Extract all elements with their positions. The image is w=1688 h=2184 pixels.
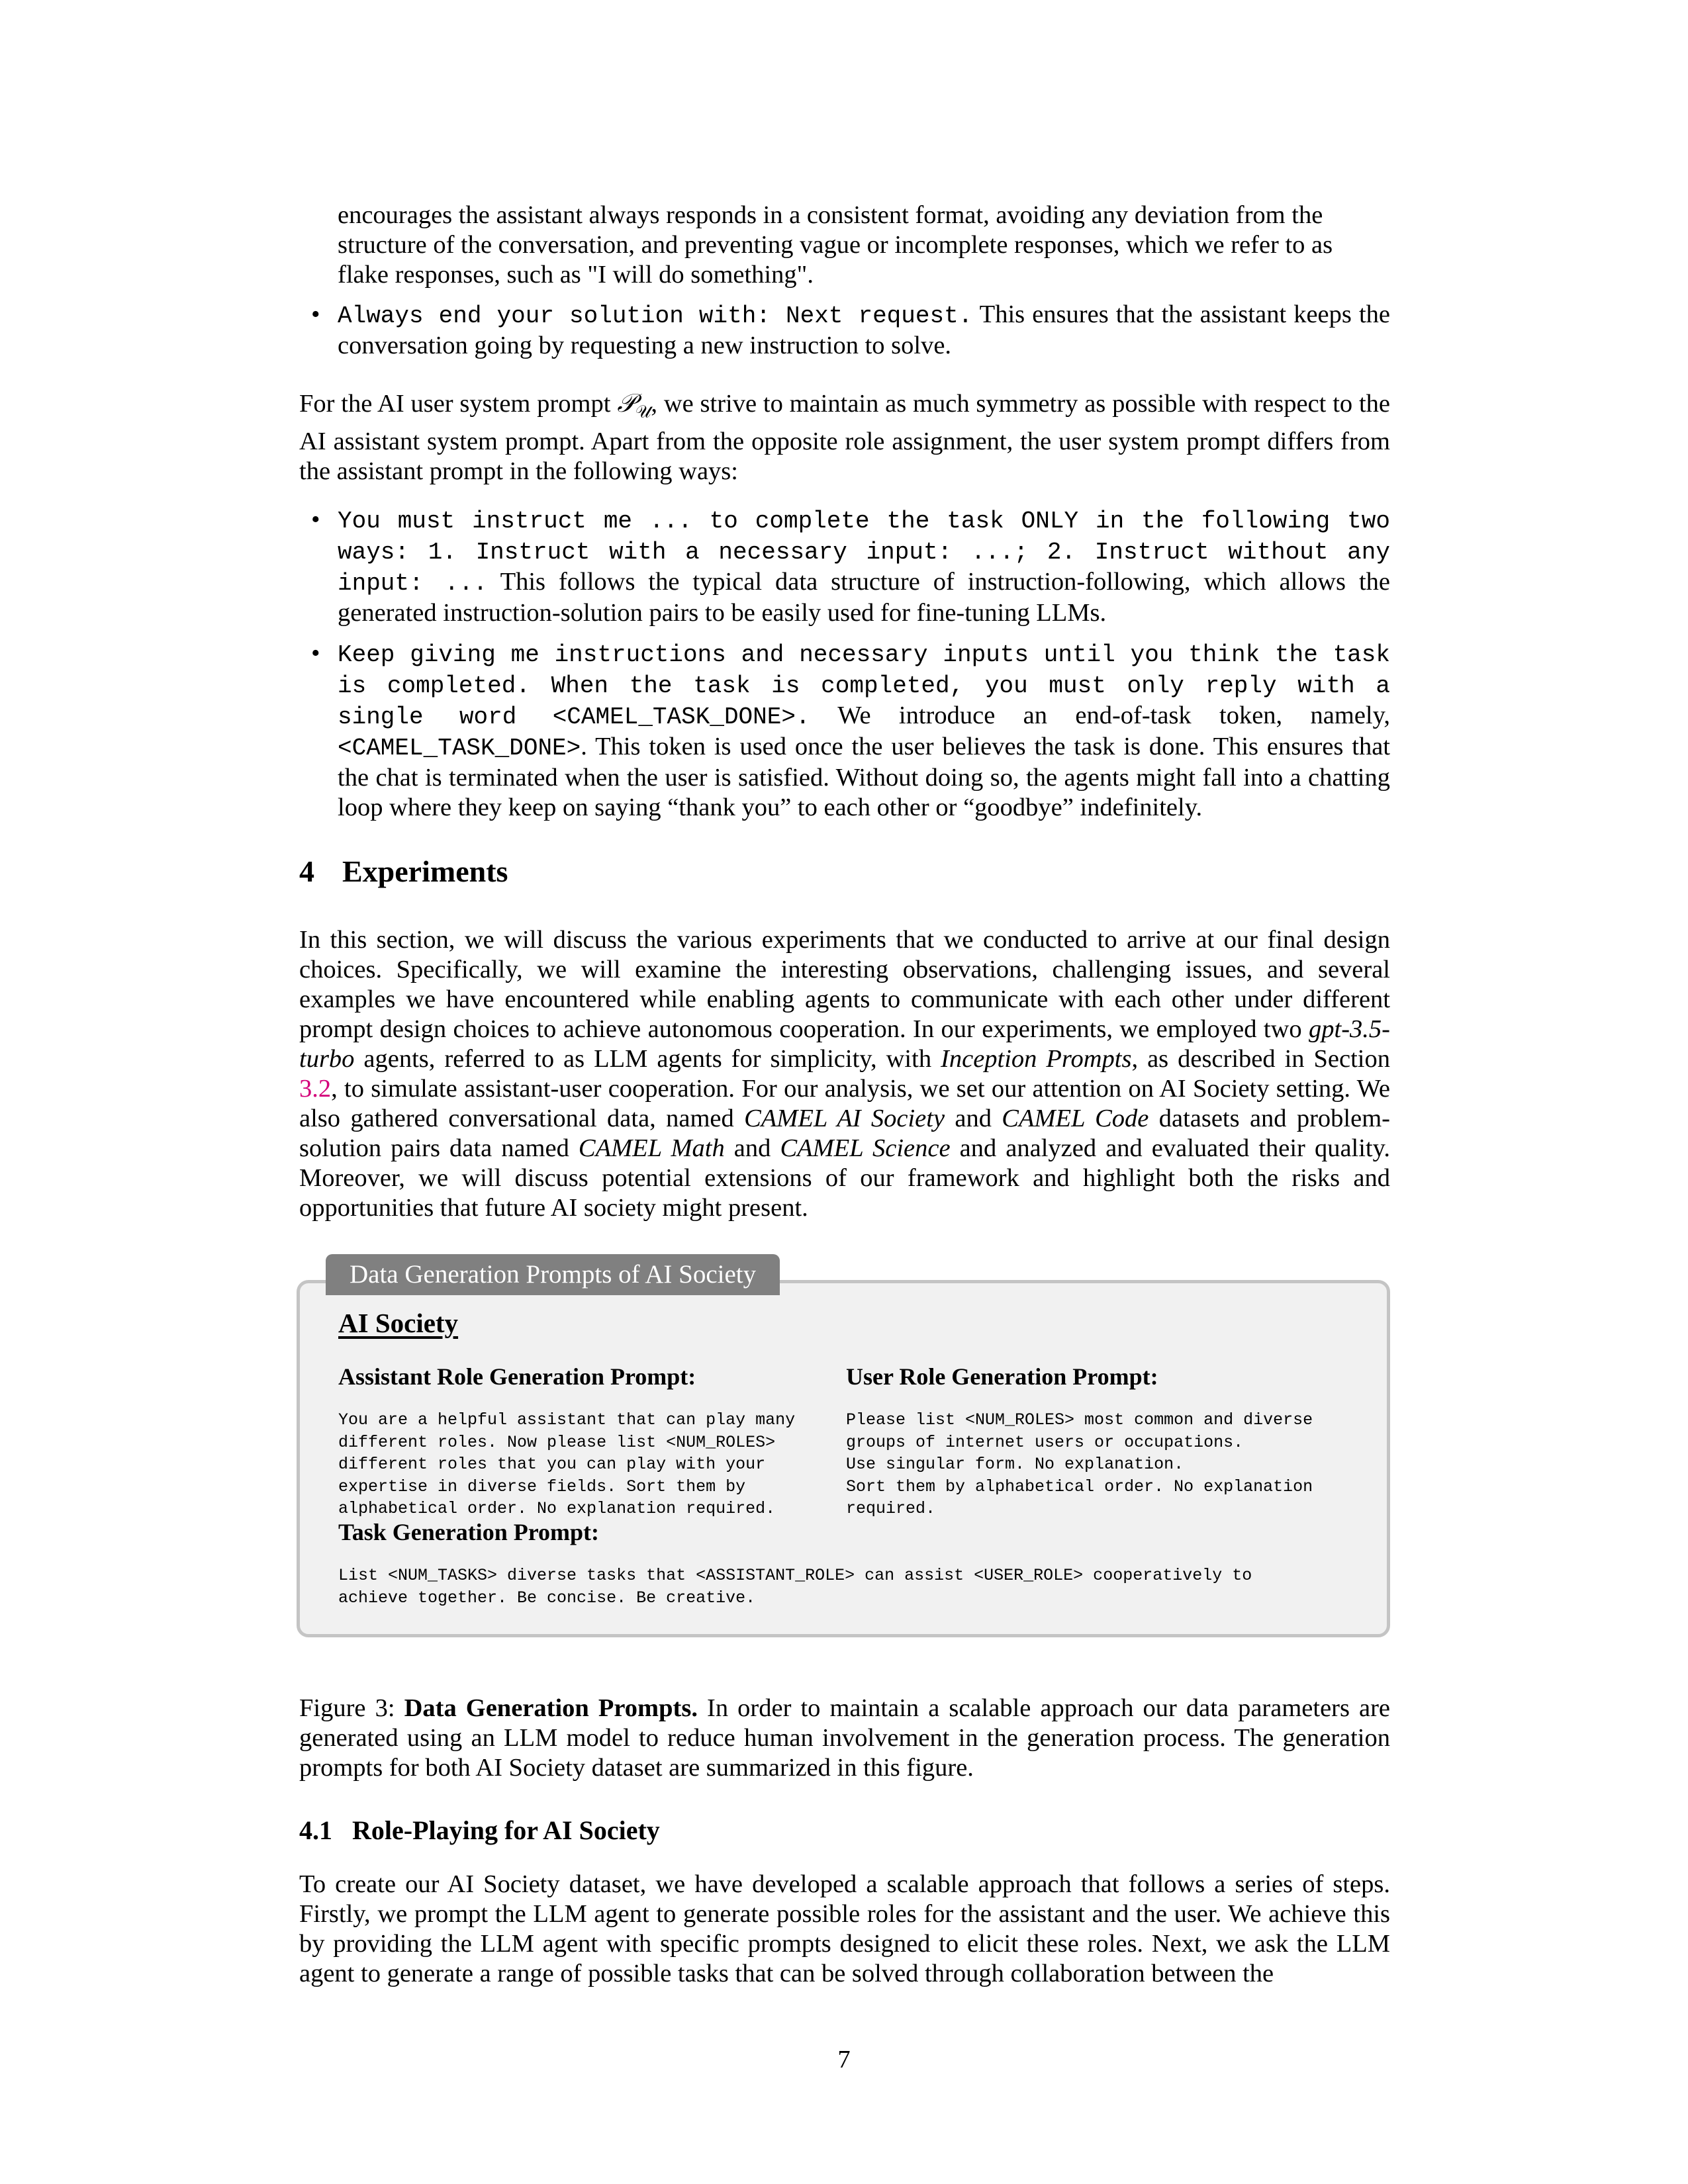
figure-box-tab-title: Data Generation Prompts of AI Society: [326, 1254, 780, 1295]
code-line: different roles that you can play with your: [338, 1455, 766, 1474]
bullet-instruct-text: This follows the typical data structure of instruction-following, which allows the generated instruction-solution pairs to be easily used for fine-tuning LLMs.: [338, 568, 1390, 627]
box-subtitle: AI Society: [338, 1308, 459, 1338]
code-line: expertise in diverse fields. Sort them by: [338, 1477, 746, 1496]
continued-bullet-text: [338, 201, 1390, 290]
code-line: Sort them by alphabetical order. No explanation: [846, 1477, 1313, 1496]
para-experiments: [299, 925, 1390, 1223]
para-text-post: , we strive to maintain as much symmetry as possible with respect to the AI assistant system prompt. Apart from the opposite role assignment, the user system prompt differs from the assistant prompt in the following ways:: [299, 390, 1390, 485]
para-experiments-text: [299, 925, 1390, 1223]
dataset-name: CAMEL Math: [578, 1134, 725, 1162]
bullet-next-request: [299, 300, 1390, 361]
section-ref-link[interactable]: 3.2: [299, 1075, 332, 1103]
text-run: , as described in Section: [1131, 1045, 1390, 1073]
code-line: List <NUM_TASKS> diverse tasks that <ASSISTANT_ROLE> can assist <USER_ROLE> cooperatively to: [338, 1566, 1252, 1585]
inception-prompts-term: Inception Prompts: [941, 1045, 1132, 1073]
text-run: In this section, we will discuss the various experiments that we conducted to arrive at our final design choices. Specifically, we will examine the interesting observations, challenging issues, and several examples we have encountered while enabling agents to communicate with each other under different prompt design choices to achieve autonomous cooperation. In our experiments, we employed two: [299, 926, 1390, 1043]
bullet-list-assistant-end: [299, 300, 1390, 361]
task-generation-heading: Task Generation Prompt:: [338, 1519, 600, 1545]
caption-body: In order to maintain a scalable approach our data parameters are generated using an LLM model to reduce human involvement in the generation process. The generation prompts for both AI Society dataset are summarized in this figure.: [299, 1694, 1391, 1782]
subsection-heading-4-1: [299, 1815, 1390, 1846]
math-symbol-p: 𝒫: [617, 390, 635, 418]
continued-line-2: structure of the conversation, and preventing vague or incomplete responses, which we refer to as: [338, 231, 1333, 259]
assistant-role-heading: Assistant Role Generation Prompt:: [338, 1363, 696, 1390]
code-keep-giving: Keep giving me instructions and necessary inputs until you think the task is completed. When the task is completed, you must only reply with a single word <CAMEL_TASK_DONE>.: [338, 641, 1390, 731]
section-heading-4: [299, 854, 1390, 889]
para-user-system-prompt-text: [299, 389, 1390, 486]
figure-caption: [299, 1668, 1390, 1808]
bullet-keep-giving: [299, 639, 1390, 823]
bullet-dot: •: [311, 300, 320, 328]
figure-caption-text: [299, 1694, 1390, 1783]
text-run: agents, referred to as LLM agents for simplicity, with: [354, 1045, 941, 1073]
code-line: required.: [846, 1499, 936, 1518]
bullet-instruct: [299, 505, 1390, 628]
task-generation-prompt: [338, 1565, 1252, 1609]
text-run: , to simulate assistant-user cooperation. For our analysis, we set our attention on AI Society setting. We also gathered conversational data, named: [299, 1075, 1390, 1132]
math-subscript-u: 𝒰: [635, 402, 651, 422]
text-run: and: [724, 1134, 780, 1162]
para-4-1: [299, 1870, 1390, 1989]
section-number: 4: [299, 854, 314, 888]
text-run: and: [945, 1105, 1002, 1132]
bullet-list-user-differences: [299, 505, 1390, 823]
code-line: alphabetical order. No explanation required.: [338, 1499, 776, 1518]
code-line: Use singular form. No explanation.: [846, 1455, 1184, 1474]
code-next-request: Always end your solution with: Next request.: [338, 302, 973, 330]
continued-line-3: flake responses, such as "I will do something".: [338, 261, 814, 289]
continued-line-1: encourages the assistant always responds in a consistent format, avoiding any deviation from the: [338, 201, 1323, 229]
bullet-dot: •: [311, 506, 320, 533]
bullet-keep-giving-text-2: . This token is used once the user believes the task is done. This ensures that the chat is terminated when the user is satisfied. Without doing so, the agents might fall into a chatting loop where they keep on saying “thank you” to each other or “goodbye” indefinitely.: [338, 733, 1390, 821]
subsection-number: 4.1: [299, 1815, 332, 1845]
page-number: 7: [837, 2046, 851, 2073]
code-instruct: You must instruct me ... to complete the task ONLY in the following two ways: 1. Instruct with a necessary input: ...; 2. Instruct without any input: ...: [338, 508, 1390, 597]
user-role-heading: User Role Generation Prompt:: [846, 1363, 1158, 1390]
caption-bold-title: Data Generation Prompts.: [404, 1694, 698, 1722]
para-4-1-text: To create our AI Society dataset, we have developed a scalable approach that follows a series of steps. Firstly, we prompt the LLM agent to generate possible roles for the assistant and the user. We achieve this by providing the LLM agent with specific prompts designed to elicit these roles. Next, we ask the LLM agent to generate a range of possible tasks that can be solved through collaboration between the: [299, 1870, 1390, 1987]
para-text-pre: For the AI user system prompt: [299, 390, 618, 418]
dataset-name: CAMEL Science: [780, 1134, 951, 1162]
code-line: achieve together. Be concise. Be creative.: [338, 1588, 756, 1608]
bullet-keep-giving-text-1: We introduce an end-of-task token, namely,: [810, 702, 1390, 729]
bullet-dot: •: [311, 639, 320, 667]
code-task-done-token: <CAMEL_TASK_DONE>: [338, 735, 581, 762]
text-run: datasets and problem-solution pairs data named: [299, 1105, 1390, 1162]
user-role-prompt: [846, 1409, 1313, 1520]
dataset-name: CAMEL Code: [1002, 1105, 1149, 1132]
code-line: groups of internet users or occupations.: [846, 1432, 1244, 1452]
subsection-title: Role-Playing for AI Society: [352, 1815, 660, 1845]
text-run: and analyzed and evaluated their quality. Moreover, we will discuss potential extensions of our framework and highlight both the risks and opportunities that future AI society might present.: [299, 1134, 1390, 1222]
assistant-role-prompt: [338, 1409, 795, 1520]
dataset-name: CAMEL AI Society: [744, 1105, 945, 1132]
code-line: You are a helpful assistant that can play many: [338, 1410, 796, 1430]
bullet-next-request-text: This ensures that the assistant keeps the conversation going by requesting a new instruction to solve.: [338, 300, 1390, 359]
model-name: gpt-3.5-turbo: [299, 1015, 1390, 1073]
figure-prompt-box: [297, 1280, 1390, 1637]
code-line: different roles. Now please list <NUM_ROLES>: [338, 1432, 776, 1452]
caption-label: Figure 3:: [299, 1694, 404, 1722]
code-line: Please list <NUM_ROLES> most common and diverse: [846, 1410, 1313, 1430]
para-user-system-prompt: [299, 389, 1390, 486]
section-title: Experiments: [342, 854, 508, 888]
